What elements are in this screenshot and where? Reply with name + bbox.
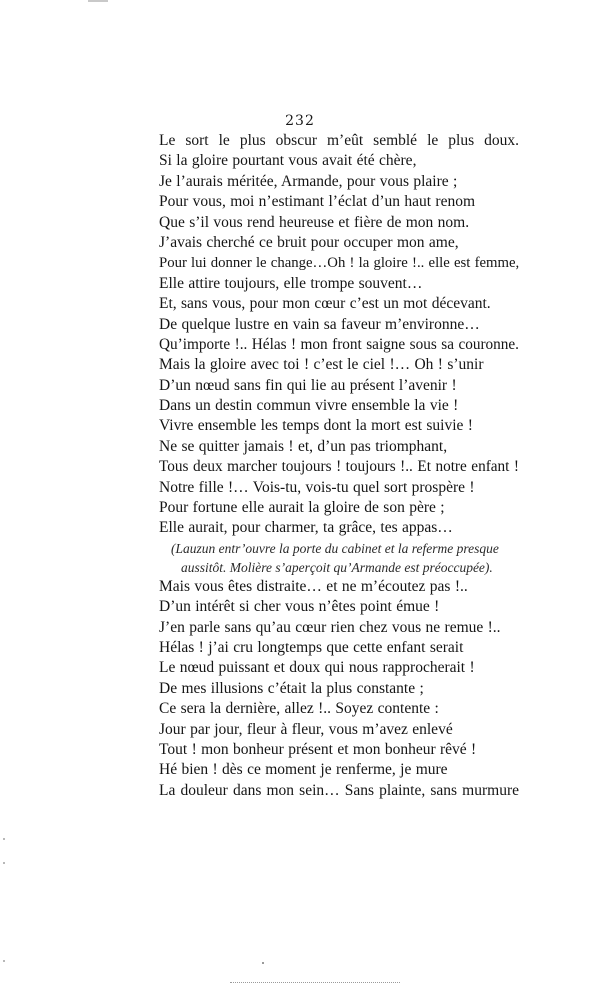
verse-line: Vivre ensemble les temps dont la mort est suivie ! xyxy=(159,417,473,435)
verse-line: La douleur dans mon sein… Sans plainte, sans murmure xyxy=(159,781,519,799)
verse-line: Que s’il vous rend heureuse et fière de mon nom. xyxy=(159,213,470,231)
verse-line: Dans un destin commun vivre ensemble la vie ! xyxy=(159,397,459,415)
stage-direction-line: aussitôt. Molière s’aperçoit qu’Armande est préoccupée). xyxy=(181,559,493,575)
verse-line: De quelque lustre en vain sa faveur m’environne… xyxy=(159,315,480,333)
scan-mark-top xyxy=(88,0,108,2)
verse-line: Je l’aurais méritée, Armande, pour vous plaire ; xyxy=(159,172,458,190)
scan-mark-margin xyxy=(3,960,5,962)
verse-line: Elle attire toujours, elle trompe souvent… xyxy=(159,274,423,292)
verse-line: Et, sans vous, pour mon cœur c’est un mot décevant. xyxy=(159,295,491,313)
verse-line: J’en parle sans qu’au cœur rien chez vous ne remue !.. xyxy=(159,618,501,636)
verse-line: Elle aurait, pour charmer, ta grâce, tes appas… xyxy=(159,519,453,537)
verse-line: Ce sera la dernière, allez !.. Soyez contente : xyxy=(159,700,439,718)
verse-line: Pour lui donner le change…Oh ! la gloire !.. elle est femme, xyxy=(159,255,520,272)
verse-line: Mais la gloire avec toi ! c’est le ciel !… Oh ! s’unir xyxy=(159,356,484,374)
bottom-rule xyxy=(230,982,400,984)
stage-direction-line: (Lauzun entr’ouvre la porte du cabinet et la referme presque xyxy=(171,540,499,556)
verse-line: Hé bien ! dès ce moment je renferme, je mure xyxy=(159,761,448,779)
verse-line: Notre fille !… Vois-tu, vois-tu quel sort prospère ! xyxy=(159,478,475,496)
verse-block xyxy=(159,131,519,801)
verse-line: Mais vous êtes distraite… et ne m’écoutez pas !.. xyxy=(159,577,468,595)
verse-line: Pour fortune elle aurait la gloire de son père ; xyxy=(159,499,445,517)
scan-mark-margin xyxy=(3,862,5,864)
verse-line: Hélas ! j’ai cru longtemps que cette enfant serait xyxy=(159,638,464,656)
verse-line: Tout ! mon bonheur présent et mon bonheur rêvé ! xyxy=(159,740,477,758)
verse-line: De mes illusions c’était la plus constante ; xyxy=(159,679,424,697)
verse-line: Jour par jour, fleur à fleur, vous m’avez enlevé xyxy=(159,720,453,738)
verse-line: J’avais cherché ce bruit pour occuper mon ame, xyxy=(159,233,459,251)
verse-line: Le nœud puissant et doux qui nous rapprocherait ! xyxy=(159,659,475,677)
page-number: 232 xyxy=(285,113,315,129)
verse-line: D’un nœud sans fin qui lie au présent l’avenir ! xyxy=(159,376,457,394)
verse-line: Si la gloire pourtant vous avait été chère, xyxy=(159,152,417,170)
verse-line: Le sort le plus obscur m’eût semblé le plus doux. xyxy=(159,132,519,149)
verse-line: Pour vous, moi n’estimant l’éclat d’un haut renom xyxy=(159,193,476,211)
verse-line: D’un intérêt si cher vous n’êtes point émue ! xyxy=(159,598,440,616)
verse-line: Tous deux marcher toujours ! toujours !.. Et notre enfant ! xyxy=(159,458,519,476)
scan-mark-margin xyxy=(3,838,5,840)
verse-line: Ne se quitter jamais ! et, d’un pas triomphant, xyxy=(159,437,448,455)
verse-line: Qu’importe !.. Hélas ! mon front saigne sous sa couronne. xyxy=(159,335,519,353)
scan-mark-bottom xyxy=(262,962,264,964)
